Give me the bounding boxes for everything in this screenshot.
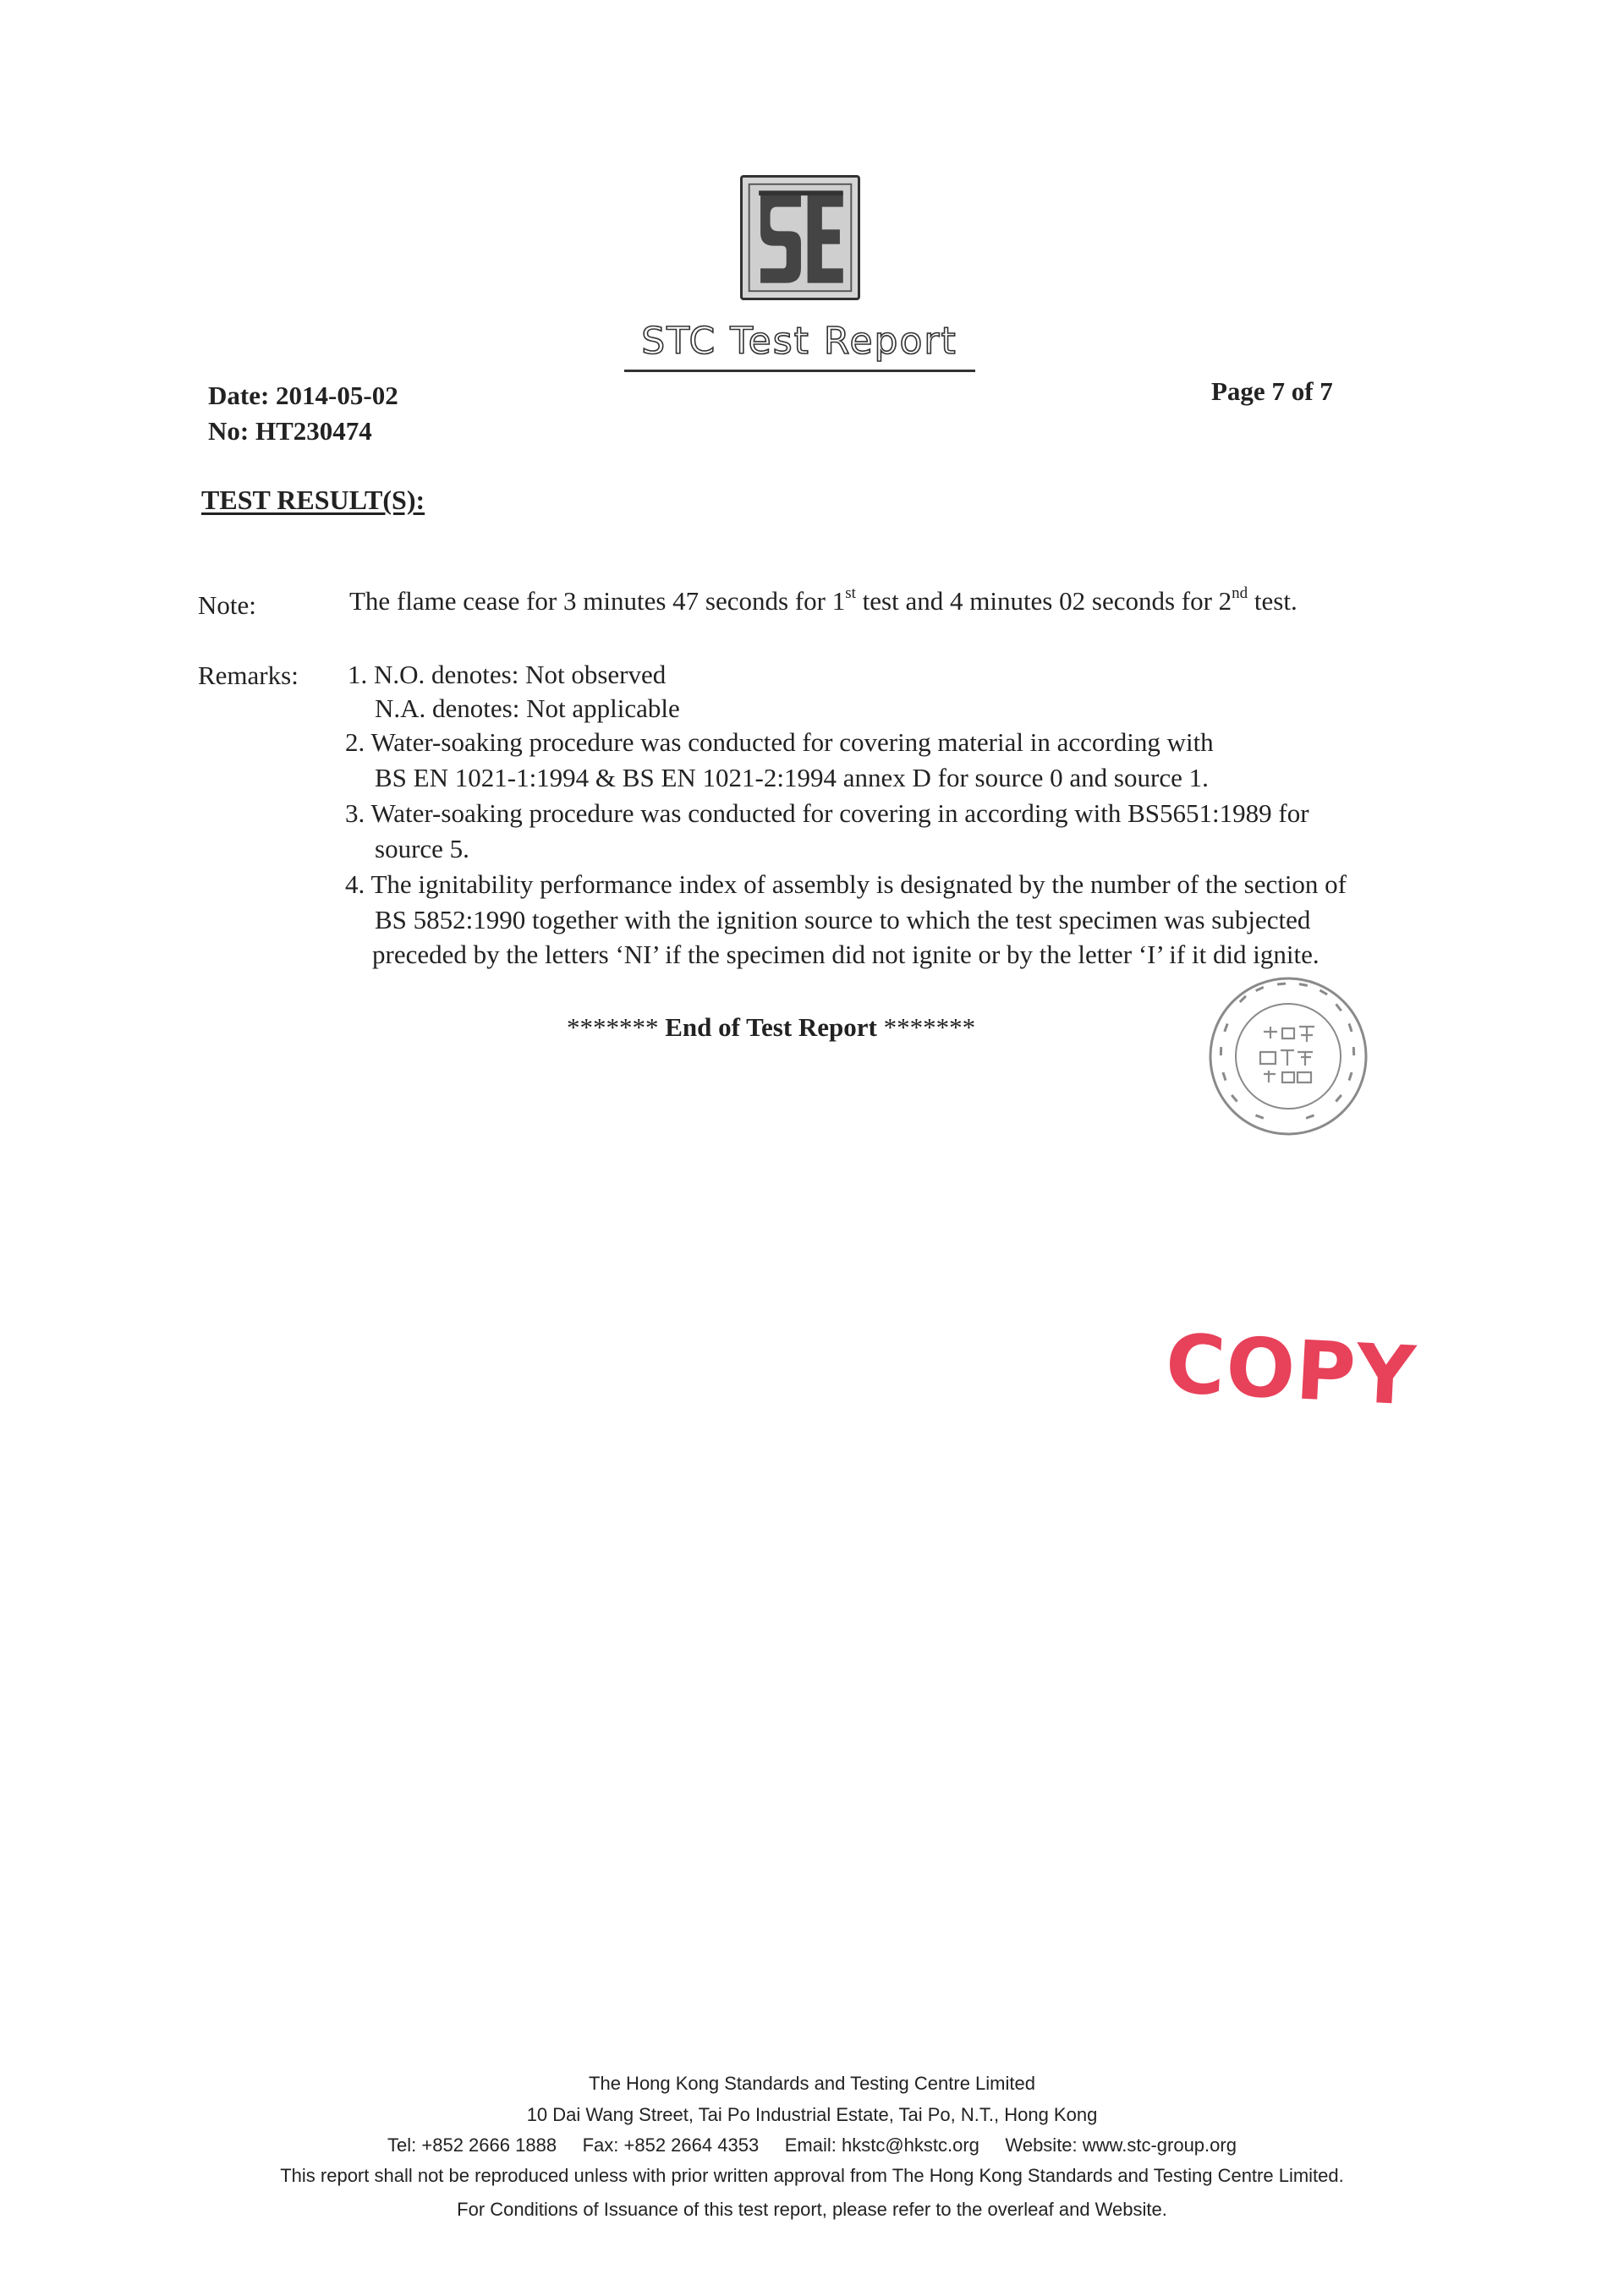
remark-line: 1. N.O. denotes: Not observed — [348, 660, 667, 689]
remark-line: N.A. denotes: Not applicable — [375, 693, 680, 723]
note-sup-2: nd — [1232, 584, 1248, 602]
footer-company: The Hong Kong Standards and Testing Centre Limited — [589, 2073, 1035, 2094]
note-sup-1: st — [845, 584, 856, 602]
company-seal — [1204, 973, 1372, 1140]
remarks-label: Remarks: — [198, 660, 299, 690]
report-date: Date: 2014-05-02 — [208, 381, 398, 410]
page-number: Page 7 of 7 — [1211, 376, 1333, 406]
report-title: STC Test Report — [641, 320, 957, 363]
end-of-report — [567, 1014, 975, 1040]
remark-line: preceded by the letters ‘NI’ if the specimen did not ignite or by the letter ‘I’ if it did ignite. — [372, 940, 1320, 969]
stc-logo-mark — [743, 178, 858, 298]
remark-line: BS EN 1021-1:1994 & BS EN 1021-2:1994 annex D for source 0 and source 1. — [375, 763, 1209, 792]
remark-line: source 5. — [375, 834, 469, 863]
section-heading: TEST RESULT(S): — [201, 485, 425, 515]
note-text-part-3: test. — [1248, 586, 1298, 616]
remark-line: 3. Water-soaking procedure was conducted for covering in according with BS5651:1989 for — [345, 798, 1309, 828]
footer-conditions: For Conditions of Issuance of this test report, please refer to the overleaf and Website. — [457, 2199, 1167, 2220]
footer-contact: Tel: +852 2666 1888 Fax: +852 2664 4353 Email: hkstc@hkstc.org Website: www.stc-group.org — [387, 2134, 1237, 2156]
note-text-part-2: test and 4 minutes 02 seconds for 2 — [855, 586, 1232, 616]
remark-line: BS 5852:1990 together with the ignition source to which the test specimen was subjected — [375, 905, 1311, 934]
end-stars-right: ******* — [883, 1012, 976, 1042]
end-stars-left: ******* — [567, 1012, 659, 1042]
company-seal-mark — [1204, 973, 1372, 1140]
end-title: End of Test Report — [665, 1012, 877, 1042]
title-underline — [624, 370, 975, 372]
report-number: No: HT230474 — [208, 416, 372, 446]
stc-logo — [740, 175, 860, 300]
note-label: Note: — [198, 590, 256, 620]
remark-line: 4. The ignitability performance index of assembly is designated by the number of the section of — [345, 869, 1347, 899]
note-text-part-1: The flame cease for 3 minutes 47 seconds for 1 — [349, 586, 846, 616]
copy-stamp: COPY — [1163, 1316, 1418, 1424]
remark-line: 2. Water-soaking procedure was conducted for covering material in according with — [345, 727, 1214, 757]
footer-address: 10 Dai Wang Street, Tai Po Industrial Estate, Tai Po, N.T., Hong Kong — [526, 2104, 1098, 2125]
footer-disclaimer: This report shall not be reproduced unless with prior written approval from The Hong Kong Standards and Testing Centre Limited. — [280, 2165, 1344, 2186]
note-text — [349, 584, 1298, 616]
